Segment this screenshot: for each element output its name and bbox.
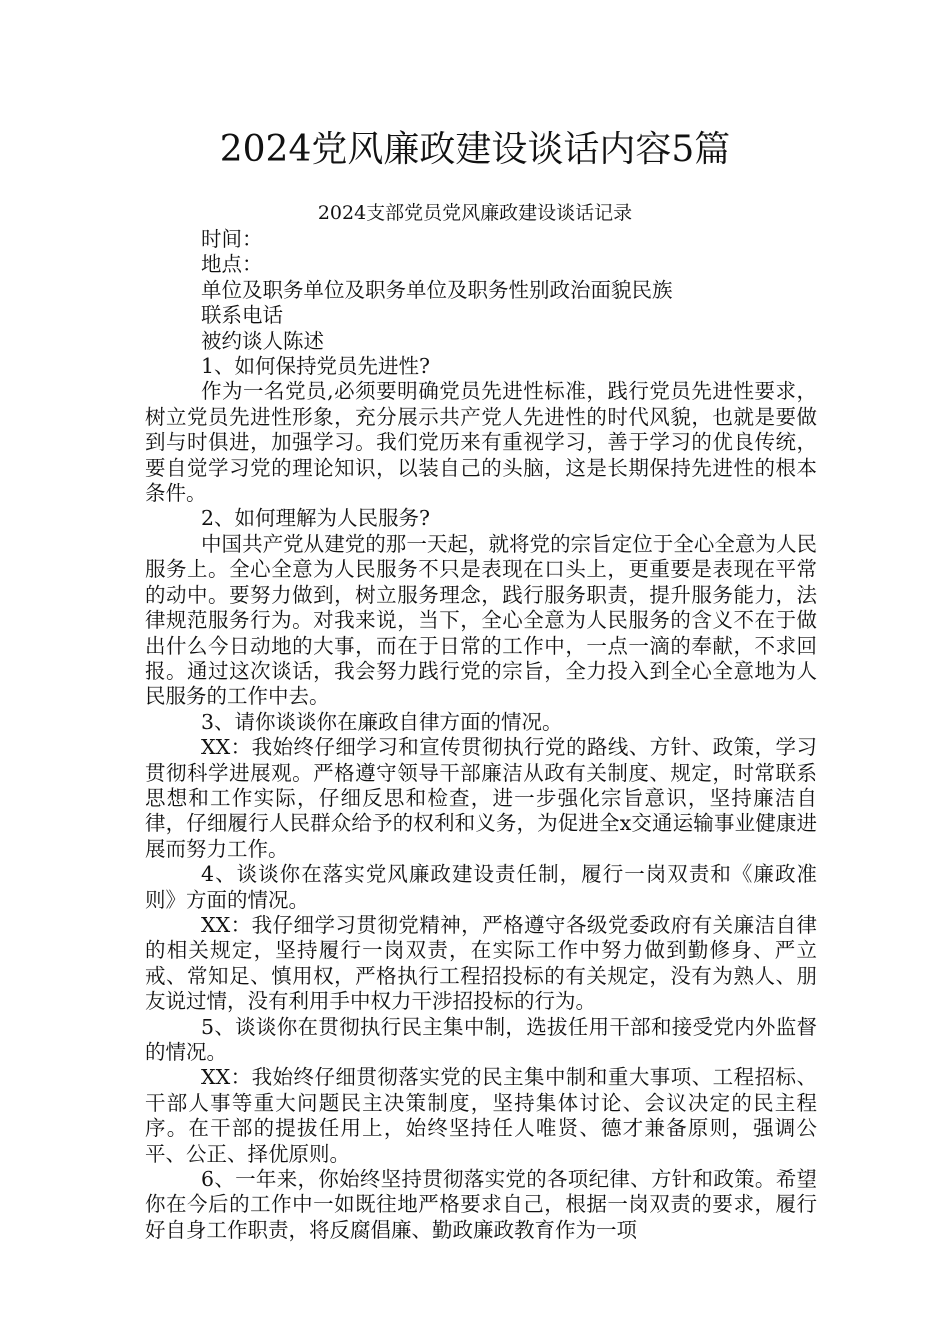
field-unit-position: 单位及职务单位及职务单位及职务性别政治面貌民族 bbox=[201, 277, 673, 302]
question-2: 2、如何理解为人民服务? bbox=[201, 506, 431, 531]
question-1: 1、如何保持党员先进性? bbox=[201, 354, 431, 379]
question-4: 4、谈谈你在落实党风廉政建设责任制，履行一岗双责和《廉政准则》方面的情况。 bbox=[145, 862, 817, 912]
answer-5: XX：我始终仔细贯彻落实党的民主集中制和重大事项、工程招标、干部人事等重大问题民主决策制度，坚持集体讨论、会议决定的民主程序。在干部的提拔任用上，始终坚持任人唯贤、德才兼备原则，强调公平、公正、择优原则。 bbox=[145, 1065, 817, 1166]
answer-1: 作为一名党员,必须要明确党员先进性标准，践行党员先进性要求，树立党员先进性形象，充分展示共产党人先进性的时代风貌，也就是要做到与时俱进，加强学习。我们党历来有重视学习，善于学习的优良传统，要自觉学习党的理论知识，以装自己的头脑，这是长期保持先进性的根本条件。 bbox=[145, 379, 817, 506]
answer-3: XX：我始终仔细学习和宣传贯彻执行党的路线、方针、政策，学习贯彻科学进展观。严格遵守领导干部廉洁从政有关制度、规定，时常联系思想和工作实际，仔细反思和检查，进一步强化宗旨意识，坚持廉洁自律，仔细履行人民群众给予的权利和义务，为促进全x交通运输事业健康进展而努力工作。 bbox=[145, 735, 817, 861]
answer-4: XX：我仔细学习贯彻党精神，严格遵守各级党委政府有关廉洁自律的相关规定，坚持履行一岗双责，在实际工作中努力做到勤修身、严立戒、常知足、慎用权，严格执行工程招投标的有关规定，没有为熟人、朋友说过情，没有利用手中权力干涉招投标的行为。 bbox=[145, 912, 817, 1014]
answer-2: 中国共产党从建党的那一天起，就将党的宗旨定位于全心全意为人民服务上。全心全意为人民服务不只是表现在口头上，更重要是表现在平常的动中。要努力做到，树立服务理念，践行服务职责，提升服务能力，法律规范服务行为。对我来说，当下，全心全意为人民服务的含义不在于做出什么今日动地的大事，而在于日常的工作中，一点一滴的奉献，不求回报。通过这次谈话，我会努力践行党的宗旨，全力投入到全心全意地为人民服务的工作中去。 bbox=[145, 531, 817, 709]
field-time: 时间： bbox=[201, 227, 263, 251]
paragraph-6: 6、一年来，你始终坚持贯彻落实党的各项纪律、方针和政策。希望你在今后的工作中一如既往地严格要求自己，根据一岗双责的要求，履行好自身工作职责，将反腐倡廉、勤政廉政教育作为一项 bbox=[145, 1167, 817, 1242]
field-statement: 被约谈人陈述 bbox=[201, 328, 324, 353]
question-5: 5、谈谈你在贯彻执行民主集中制，选拔任用干部和接受党内外监督的情况。 bbox=[145, 1014, 817, 1064]
document-title: 2024党风廉政建设谈话内容5篇 bbox=[219, 129, 731, 170]
document-subtitle: 2024支部党员党风廉政建设谈话记录 bbox=[317, 202, 633, 224]
field-phone: 联系电话 bbox=[201, 303, 283, 328]
document-body bbox=[145, 227, 817, 1243]
question-3: 3、请你谈谈你在廉政自律方面的情况。 bbox=[201, 709, 563, 734]
field-location: 地点： bbox=[201, 252, 263, 277]
